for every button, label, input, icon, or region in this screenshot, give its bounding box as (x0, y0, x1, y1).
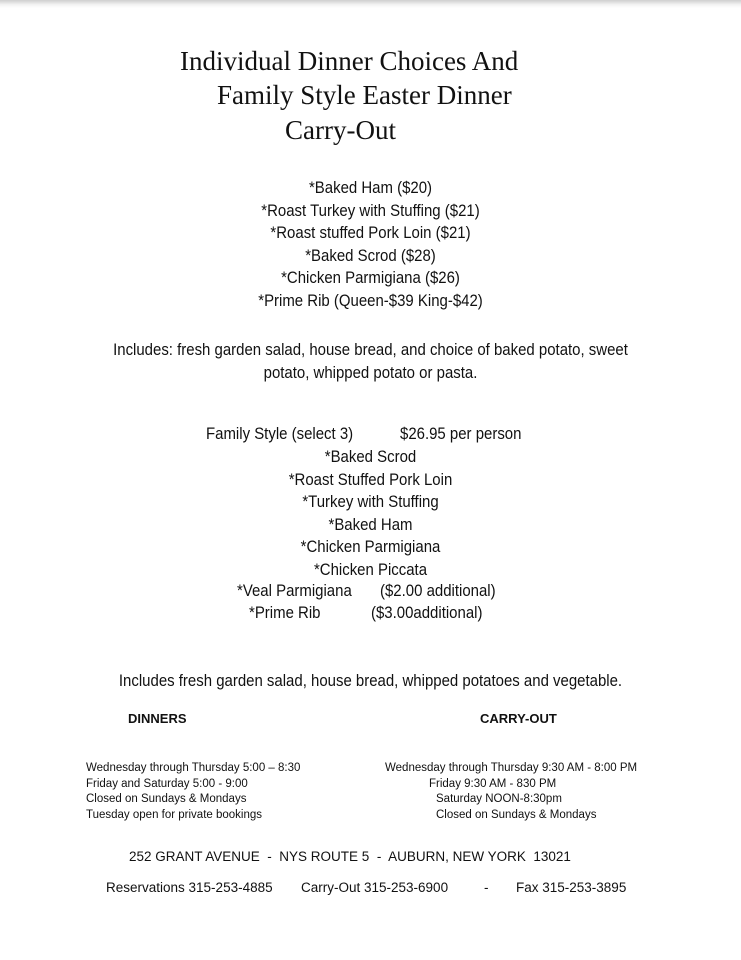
hours-line: Friday 9:30 AM - 830 PM (429, 777, 557, 790)
menu-item: *Baked Ham (328, 514, 413, 534)
family-menu-list (44, 446, 696, 581)
title-line-1: Individual Dinner Choices And (180, 46, 519, 76)
hours-line: Closed on Sundays & Mondays (436, 808, 597, 821)
menu-item: *Baked Scrod (324, 447, 417, 466)
includes-line-2: potato, whipped potato or pasta. (263, 363, 478, 382)
menu-item: *Roast stuffed Pork Loin ($21) (270, 223, 471, 242)
carryout-heading: CARRY-OUT (480, 711, 557, 726)
reservations-phone: Reservations 315-253-4885 (106, 880, 273, 895)
hours-line: Tuesday open for private bookings (86, 808, 263, 821)
veal-extra: ($2.00 additional) (380, 581, 496, 600)
dinners-heading: DINNERS (128, 711, 187, 726)
scan-edge (0, 0, 741, 8)
hours-line: Saturday NOON-8:30pm (436, 793, 562, 805)
menu-item: *Chicken Parmigiana ($26) (281, 268, 460, 287)
menu-item: *Turkey with Stuffing (302, 492, 439, 511)
hours-line: Wednesday through Thursday 9:30 AM - 8:00 PM (385, 762, 638, 774)
dinners-hours (86, 761, 300, 823)
contact-separator: - (484, 880, 489, 895)
menu-item: *Baked Scrod ($28) (305, 245, 436, 265)
family-heading: Family Style (select 3) (206, 424, 354, 443)
carryout-phone: Carry-Out 315-253-6900 (301, 880, 449, 895)
family-includes-text: Includes fresh garden salad, house bread, whipped potatoes and vegetable. (118, 671, 623, 690)
carryout-hours (385, 761, 657, 823)
address: 252 GRANT AVENUE - NYS ROUTE 5 - AUBURN, NEW YORK 13021 (129, 849, 571, 864)
veal-item: *Veal Parmigiana (237, 581, 352, 600)
individual-includes (44, 338, 696, 384)
hours-line: Closed on Sundays & Mondays (86, 793, 247, 805)
family-price: $26.95 per person (400, 424, 522, 443)
menu-item: *Baked Ham ($20) (308, 178, 433, 197)
title-line-2: Family Style Easter Dinner (217, 80, 512, 110)
menu-item: *Prime Rib (Queen-$39 King-$42) (258, 290, 483, 310)
menu-item: *Roast Turkey with Stuffing ($21) (261, 200, 480, 220)
menu-item: *Roast Stuffed Pork Loin (288, 469, 453, 489)
hours-line: Friday and Saturday 5:00 - 9:00 (86, 777, 248, 790)
prime-item: *Prime Rib (249, 603, 321, 622)
title-line-3: Carry-Out (285, 115, 396, 145)
prime-extra: ($3.00additional) (371, 603, 483, 622)
hours-line: Wednesday through Thursday 5:00 – 8:30 (86, 762, 301, 774)
individual-menu-list (44, 177, 696, 312)
menu-item: *Chicken Piccata (313, 559, 428, 579)
fax-number: Fax 315-253-3895 (516, 880, 627, 895)
family-includes (44, 669, 696, 693)
includes-line-1: Includes: fresh garden salad, house bread, and choice of baked potato, sweet (113, 340, 628, 359)
menu-item: *Chicken Parmigiana (300, 537, 441, 556)
